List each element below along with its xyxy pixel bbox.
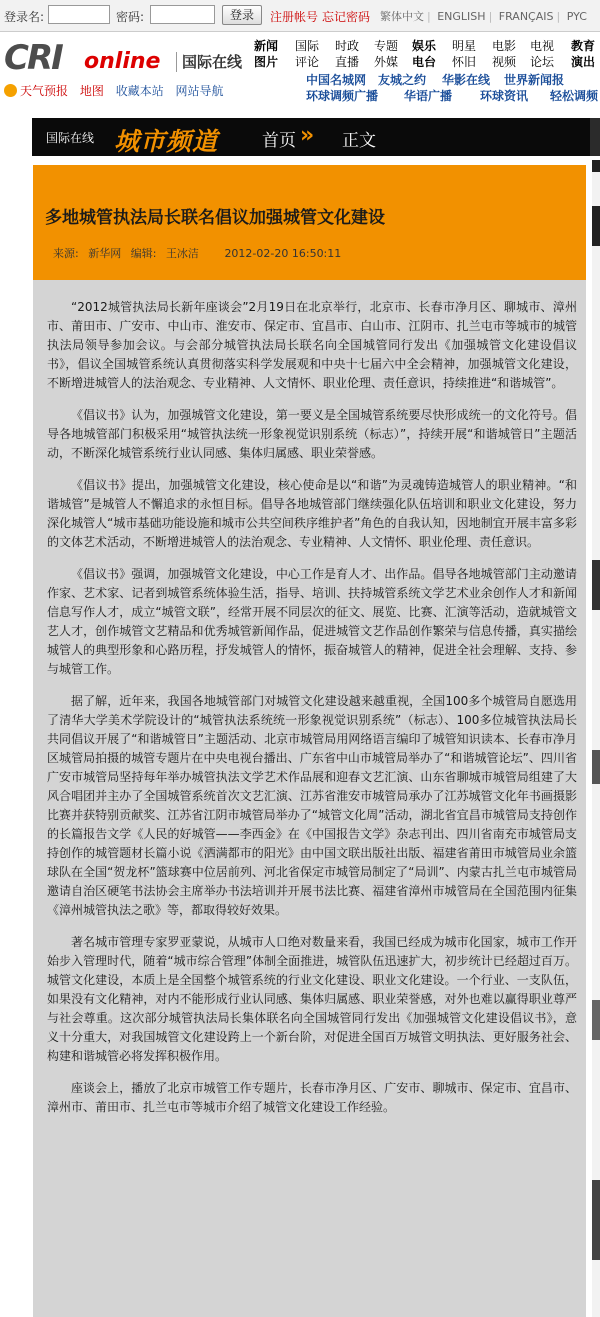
nav-item[interactable]: 专题 [374,39,399,53]
password-label: 密码: [116,10,145,24]
weather-link[interactable]: 天气预报 [4,82,68,99]
breadcrumb-arrow-icon: » [300,123,309,148]
secondary-nav-link[interactable]: 世界新闻报 [504,73,565,87]
article-paragraph: 《倡议书》强调，加强城管文化建设，中心工作是育人才、出作品。倡导各地城管部门主动邀请作家、艺术家、记者到城管系统体验生活，指导、培训、扶持城管系统文学艺术业余创作人才和新闻信息写作人才，成立“城管文联”，经常开展不同层次的征文、展览、比赛、汇演等活动，造就城管文艺人才，创作城管文艺精品和优秀城管新闻作品，促进城管文艺作品创作繁荣与信息传播，真实描绘城管人的典型形象和心路历程，抒发城管人的情怀，振奋城管人的精神，促进全社会理解、支持、参与城管工作。 [47,567,577,676]
secondary-nav-link[interactable]: 华语广播 [404,89,453,103]
sidebar-mark [592,1180,600,1260]
nav-item[interactable]: 明星 [452,39,477,53]
sidebar-mark [592,750,600,784]
login-name-label: 登录名: [4,10,45,24]
nav-item[interactable]: 图片 [254,55,279,69]
article-paragraph: “2012城管执法局长新年座谈会”2月19日在北京举行，北京市、长春市净月区、聊城市、漳州市、莆田市、广安市、中山市、淮安市、保定市、宜昌市、白山市、江阴市、扎兰屯市等城市的城管执法局领导参加会议。与会部分城管执法局长联名向全国城管同行发出《加强城管文化建设倡议书》，倡议全国城管系统认真贯彻落实科学发展观和中央十七届六中全会精神，加强城管文化建设，不断增进城管人的法治观念、专业精神、人文情怀、职业伦理、责任意识，持续推进“和谐城管”。 [47,300,577,390]
secondary-nav-link[interactable]: 轻松调频 [550,89,599,103]
nav-item[interactable]: 外媒 [374,55,399,69]
lang-french[interactable]: FRANÇAIS [498,10,554,23]
channel-bar-end [590,118,600,156]
logo-cri-text: CRI [4,38,62,78]
right-sidebar-edge [592,160,600,1317]
nav-item[interactable]: 娱乐 [412,39,437,53]
secondary-nav-link[interactable]: 中国名城网 [306,73,367,87]
secondary-nav-link[interactable]: 环球资讯 [480,89,529,103]
breadcrumb-home[interactable]: 首页 [262,131,296,151]
sidebar-mark [592,560,600,610]
article-paragraph: 《倡议书》提出，加强城管文化建设，核心使命是以“和谐”为灵魂铸造城管人的职业精神。“和谐城管”是城管人不懈追求的永恒目标。倡导各地城管部门继续强化队伍培训和职业文化建设，努力深化城管人“城市基础功能设施和城市公共空间秩序维护者”角色的自我认知，因地制宜开展丰富多彩的文体艺术活动，不断增进城管人的法治观念、专业精神、人文情怀、职业伦理、责任意识。 [47,478,577,549]
breadcrumb-current: 正文 [342,131,376,151]
language-links: 繁体中文 | ENGLISH | FRANÇAIS | PYC [380,10,587,23]
article-meta [53,245,347,261]
nav-item[interactable]: 视频 [492,55,517,69]
sidebar-mark [592,206,600,246]
nav-item[interactable]: 时政 [335,39,360,53]
article-content [47,298,577,1130]
site-logo[interactable] [4,38,244,78]
map-link[interactable]: 地图 [79,84,104,98]
secondary-nav-link[interactable]: 环球调频广播 [306,89,379,103]
secondary-nav-link[interactable]: 华影在线 [442,73,491,87]
sidebar-mark [592,1000,600,1040]
nav-item[interactable]: 评论 [295,55,320,69]
forgot-password-link[interactable]: 忘记密码 [322,10,371,24]
nav-item[interactable]: 怀旧 [452,55,477,69]
publish-datetime: 2012-02-20 16:50:11 [224,247,342,260]
editor-label: 编辑: [130,247,157,260]
secondary-navigation [306,71,600,103]
source-label: 来源: [53,247,79,260]
nav-item[interactable]: 电视 [530,39,555,53]
sidebar-mark [592,160,600,172]
quick-links [4,82,232,99]
lang-traditional-chinese[interactable]: 繁体中文 [380,10,424,23]
lang-english[interactable]: ENGLISH [437,10,486,23]
lang-russian[interactable]: PYC [566,10,587,23]
nav-item[interactable]: 电影 [492,39,517,53]
bookmark-link[interactable]: 收藏本站 [115,84,164,98]
login-name-input[interactable] [48,5,110,24]
article-paragraph: 座谈会上，播放了北京市城管工作专题片，长春市净月区、广安市、聊城市、保定市、宜昌市、漳州市、莆田市、扎兰屯市等城市介绍了城管文化建设工作经验。 [47,1081,577,1114]
article-body [33,280,586,1317]
main-navigation [254,37,600,71]
channel-name[interactable]: 城市频道 [114,127,219,156]
article-paragraph: 著名城市管理专家罗亚蒙说，从城市人口绝对数量来看，我国已经成为城市化国家，城市工作开始步入管理时代，随着“城市综合管理”体制全面推进，城管队伍迅速扩大，初步统计已经超过百万。城管文化建设，本质上是全国整个城管系统的行业文化建设、职业文化建设。一个行业、一支队伍，如果没有文化精神，对内不能形成行业认同感、集体归属感、职业荣誉感，对外也难以赢得职业尊严与社会尊重。这次部分城管执法局长集体联名向全国城管同行发出《加强城管文化建设倡议书》，意义十分重大，对我国城管文化建设跨上一个新台阶，对促进全国百万城管文明执法、更好服务社会、构建和谐城管必将发挥积极作用。 [47,935,578,1063]
article-paragraph: 《倡议书》认为，加强城管文化建设，第一要义是全国城管系统要尽快形成统一的文化符号。倡导各地城管部门积极采用“城管执法统一形象视觉识别系统（标志）”，持续开展“和谐城管日”主题活动，不断深化城管系统行业认同感、集体归属感、职业荣誉感。 [47,408,577,460]
nav-item[interactable]: 国际 [295,39,320,53]
register-link[interactable]: 注册帐号 [270,10,319,24]
channel-bar [32,118,600,156]
editor-value: 王冰洁 [165,247,199,260]
sun-icon [4,84,17,97]
password-input[interactable] [150,5,215,24]
channel-site-name[interactable]: 国际在线 [46,131,95,145]
nav-item[interactable]: 直播 [335,55,360,69]
site-nav-link[interactable]: 网站导航 [175,84,224,98]
nav-item[interactable]: 教育 [571,39,596,53]
nav-item[interactable]: 论坛 [530,55,555,69]
article-title: 多地城管执法局长联名倡议加强城管文化建设 [45,208,385,228]
nav-item[interactable]: 新闻 [254,39,279,53]
article-header [33,165,586,280]
logo-online-text: online [84,49,161,74]
top-login-bar [0,0,600,32]
secondary-nav-link[interactable]: 友城之约 [378,73,427,87]
article-paragraph: 据了解，近年来，我国各地城管部门对城管文化建设越来越重视，全国100多个城管局自愿选用了清华大学美术学院设计的“城管执法系统统一形象视觉识别系统”（标志）、100多位城管执法局长共同倡议开展了“和谐城管日”主题活动、北京市城管局用网络语言编印了城管知识读本、长春市净月区城管局拍摄的城管专题片在中央电视台播出、广东省中山市城管局举办了“和谐城管论坛”、四川省广安市城管局坚持每年举办城管执法文学艺术作品展和迎春文艺汇演、山东省聊城市城管局组建了大风合唱团并主办了全国城管系统首次文艺汇演、江苏省淮安市城管局承办了江苏城管文化年书画摄影比赛并获特别贡献奖、江苏省江阴市城管局举办了“城管文化周”活动，湖北省宜昌市城管局支持创作的长篇报告文学《人民的好城管——李西金》在《中国报告文学》杂志刊出、四川省南充市城管局支持创作的城管题材长篇小说《洒满都市的阳光》由中国文联出版社出版、福建省莆田市城管局业余篮球队在全国“贺龙杯”篮球赛中位居前列、河北省保定市城管局制定了“局训”、内蒙古扎兰屯市城管局邀请自治区硬笔书法协会主席举办书法培训并开展书法比赛、福建省漳州市城管局在全国范围内征集《漳州城管执法之歌》等，都取得较好效果。 [47,694,578,917]
logo-chinese-name: 国际在线 [176,52,242,72]
login-button[interactable]: 登录 [222,5,262,25]
nav-item[interactable]: 演出 [571,55,596,69]
nav-item[interactable]: 电台 [412,55,437,69]
source-value: 新华网 [88,247,122,260]
